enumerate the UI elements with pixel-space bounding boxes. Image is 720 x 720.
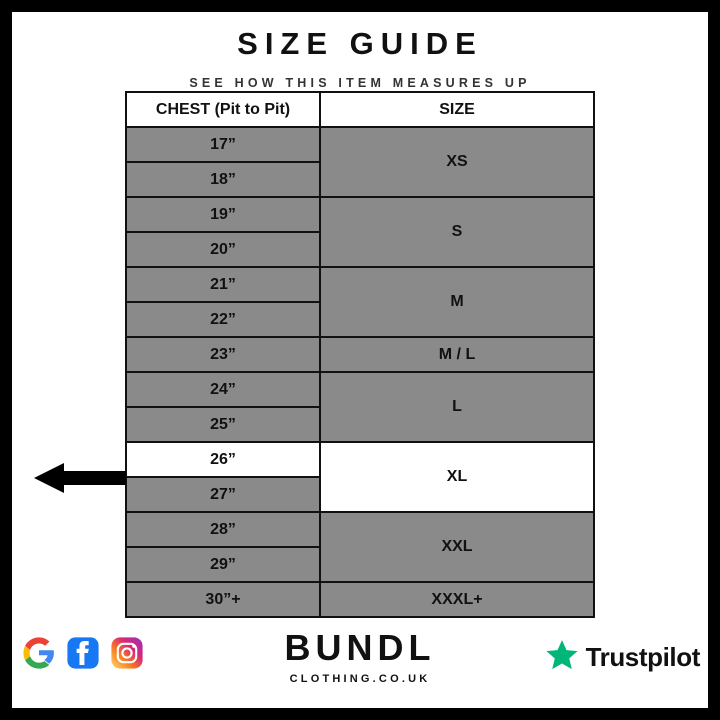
chest-cell: 22” [126,302,320,337]
footer [12,627,708,694]
table-row [126,337,594,372]
brand-domain: CLOTHING.CO.UK [289,673,431,685]
table-row [126,512,594,547]
brand-name: BUNDL [284,627,436,668]
chest-cell-highlighted: 26” [126,442,320,477]
column-header-chest: CHEST (Pit to Pit) [126,92,320,127]
trustpilot-badge[interactable] [545,638,700,677]
page-subtitle: SEE HOW THIS ITEM MEASURES UP [189,76,531,90]
chest-cell: 29” [126,547,320,582]
chest-cell: 23” [126,337,320,372]
trustpilot-label: Trustpilot [585,642,700,672]
chest-cell: 18” [126,162,320,197]
chest-cell: 17” [126,127,320,162]
size-cell: XXL [320,512,594,582]
table-row-highlighted [126,442,594,477]
page-title: SIZE GUIDE [237,26,483,61]
size-table-container [125,91,593,618]
size-table [125,91,595,618]
table-row [126,372,594,407]
size-cell: XS [320,127,594,197]
trustpilot-star-icon [545,638,579,677]
size-cell: XXXL+ [320,582,594,617]
chest-cell: 24” [126,372,320,407]
size-cell: S [320,197,594,267]
size-cell: M [320,267,594,337]
table-header-row [126,92,594,127]
size-cell: M / L [320,337,594,372]
chest-cell: 20” [126,232,320,267]
left-arrow-icon [34,463,126,493]
chest-cell: 21” [126,267,320,302]
column-header-size: SIZE [320,92,594,127]
table-row [126,197,594,232]
chest-cell: 30”+ [126,582,320,617]
table-row [126,582,594,617]
size-cell: L [320,372,594,442]
size-guide-card [12,12,708,708]
chest-cell: 28” [126,512,320,547]
chest-cell: 19” [126,197,320,232]
table-row [126,267,594,302]
size-cell-highlighted: XL [320,442,594,512]
chest-cell: 25” [126,407,320,442]
table-row [126,127,594,162]
chest-cell: 27” [126,477,320,512]
